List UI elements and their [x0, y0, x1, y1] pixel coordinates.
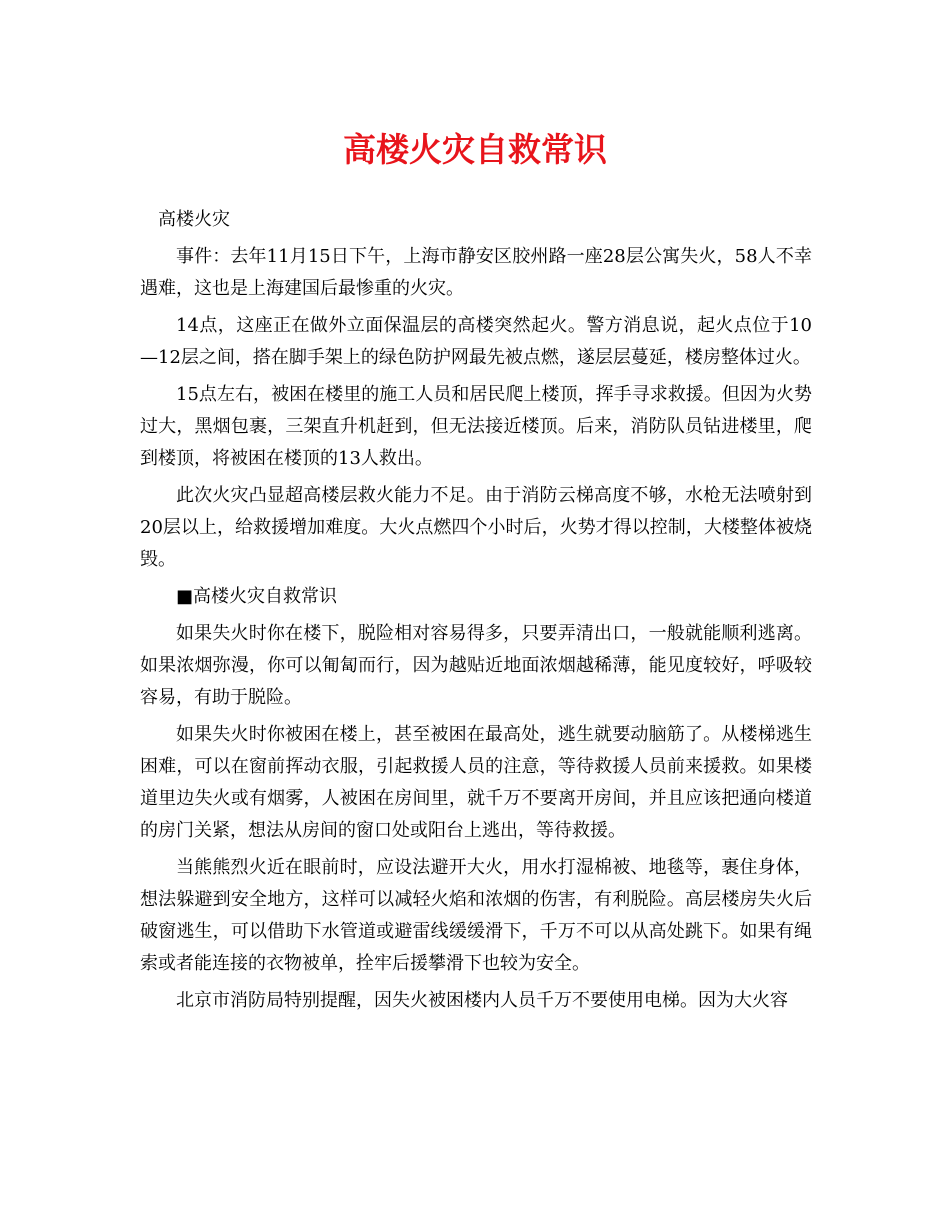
paragraph-upstairs: 如果失火时你被困在楼上，甚至被困在最高处，逃生就要动脑筋了。从楼梯逃生困难，可以在窗前挥动衣服，引起救援人员的注意，等待救援人员前来援救。如果楼道里边失火或有烟雾，人被困在房间里，就千万不要离开房间，并且应该把通向楼道的房门关紧，想法从房间的窗口处或阳台上逃出，等待救援。: [140, 724, 812, 841]
section-subtitle: 高楼火灾: [158, 209, 230, 230]
paragraph-downstairs: 如果失火时你在楼下，脱险相对容易得多，只要弄清出口，一般就能顺利逃离。如果浓烟弥漫，你可以匍匐而行，因为越贴近地面浓烟越稀薄，能见度较好，呼吸较容易，有助于脱险。: [140, 623, 812, 708]
paragraph-escape: 当熊熊烈火近在眼前时，应设法避开大火，用水打湿棉被、地毯等，裹住身体，想法躲避到安全地方，这样可以减轻火焰和浓烟的伤害，有利脱险。高层楼房失火后破窗逃生，可以借助下水管道或避雷线缓缓滑下，千万不可以从高处跳下。如果有绳索或者能连接的衣物被单，拴牢后援攀滑下也较为安全。: [140, 857, 812, 974]
paragraph-event: 事件：去年11月15日下午，上海市静安区胶州路一座28层公寓失火，58人不幸遇难，这也是上海建国后最惨重的火灾。: [140, 246, 812, 299]
section-heading: ■高楼火灾自救常识: [176, 586, 338, 607]
document-body: [140, 204, 812, 1022]
paragraph-fire-start: 14点，这座正在做外立面保温层的高楼突然起火。警方消息说，起火点位于10—12层之间，搭在脚手架上的绿色防护网最先被点燃，遂层层蔓延，楼房整体过火。: [140, 315, 812, 368]
paragraph-elevator-warning: 北京市消防局特别提醒，因失火被困楼内人员千万不要使用电梯。因为大火容: [176, 990, 788, 1011]
paragraph-analysis: 此次火灾凸显超高楼层救火能力不足。由于消防云梯高度不够，水枪无法喷射到20层以上，给救援增加难度。大火点燃四个小时后，火势才得以控制，大楼整体被烧毁。: [140, 485, 812, 570]
paragraph-rescue: 15点左右，被困在楼里的施工人员和居民爬上楼顶，挥手寻求救援。但因为火势过大，黑烟包裹，三架直升机赶到，但无法接近楼顶。后来，消防队员钻进楼里，爬到楼顶，将被困在楼顶的13人救出。: [140, 384, 812, 469]
page-title: 高楼火灾自救常识: [343, 130, 607, 169]
